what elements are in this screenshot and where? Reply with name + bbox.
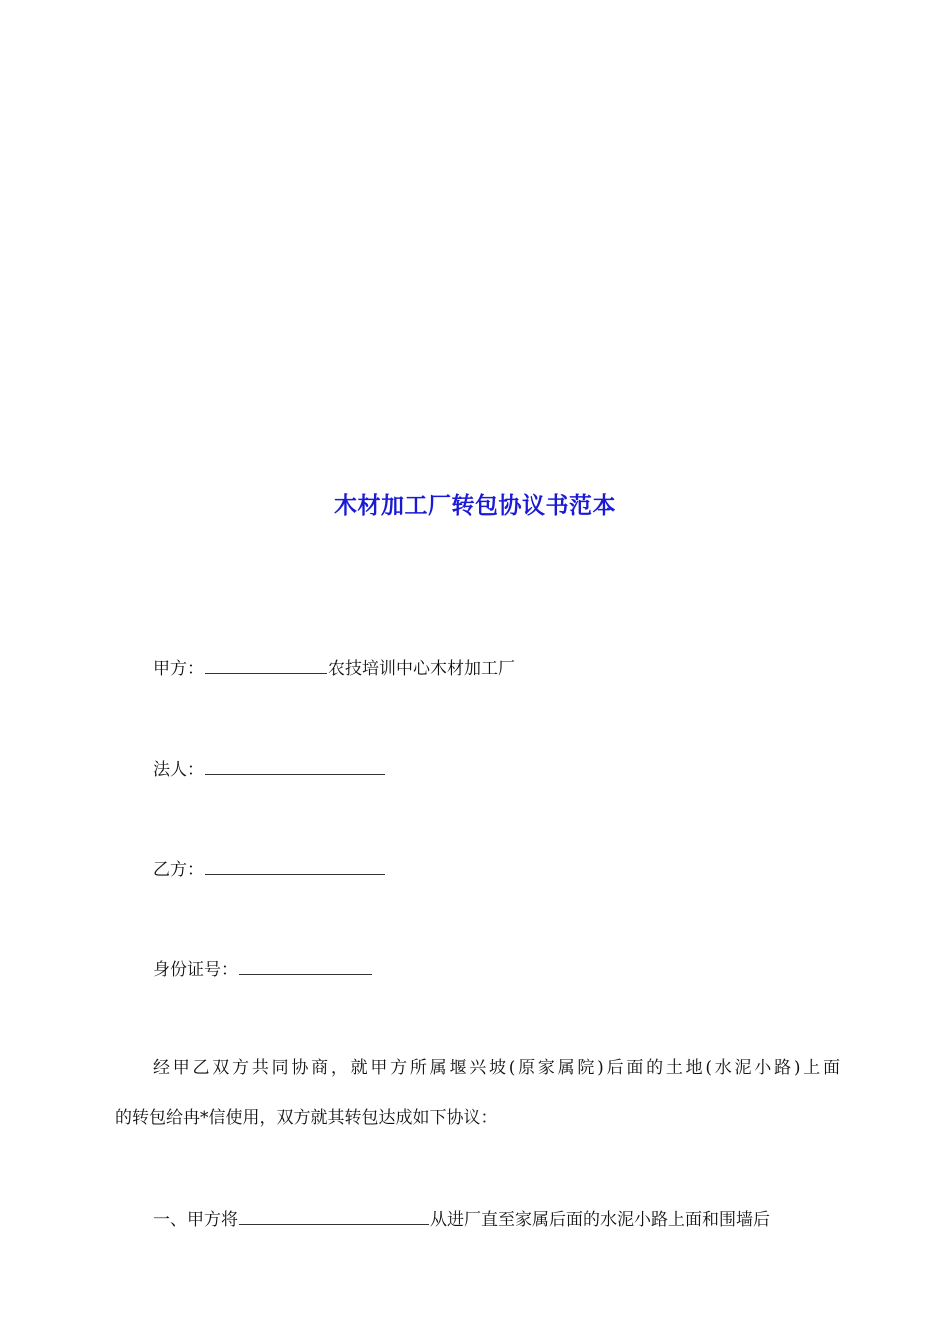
party-a-blank [205,657,327,674]
document-title: 木材加工厂转包协议书范本 [334,492,616,519]
party-b-line [153,858,386,882]
party-a-label: 甲方： [153,659,204,679]
id-number-blank [239,958,372,975]
intro-line-1: 经甲乙双方共同协商，就甲方所属堰兴坡(原家属院)后面的土地(水泥小路)上面 [153,1058,840,1078]
intro-line-2: 的转包给冉*信使用，双方就其转包达成如下协议： [115,1108,498,1128]
legal-person-line [153,758,386,782]
clause-1-blank [239,1208,429,1225]
legal-person-blank [205,758,385,775]
legal-person-label: 法人： [153,760,204,780]
party-b-label: 乙方： [153,860,204,880]
party-a-value: 农技培训中心木材加工厂 [328,659,515,679]
clause-1-suffix: 从进厂直至家属后面的水泥小路上面和围墙后 [430,1210,770,1230]
clause-1 [153,1208,838,1232]
party-a-line [153,657,515,681]
clause-1-prefix: 一、甲方将 [153,1210,238,1230]
id-number-line [153,958,373,982]
id-number-label: 身份证号： [153,960,238,980]
party-b-blank [205,858,385,875]
intro-paragraph [115,1056,840,1130]
